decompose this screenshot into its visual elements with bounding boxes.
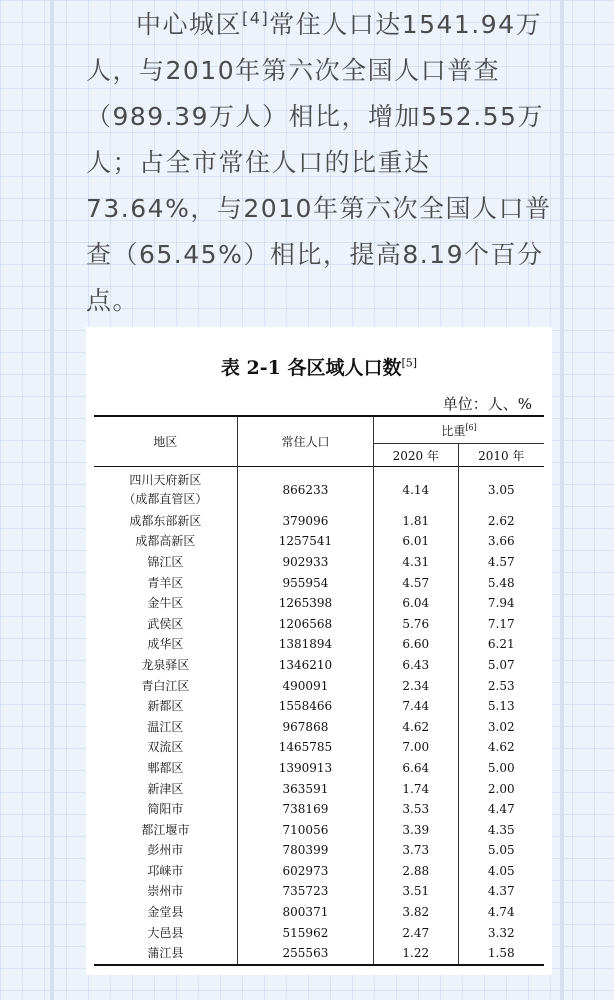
table-row bbox=[94, 923, 544, 944]
region-name: 蒲江县 bbox=[147, 946, 184, 961]
population-cell: 515962 bbox=[237, 923, 373, 944]
ratio-2020-cell: 3.53 bbox=[374, 799, 458, 820]
ratio-2020-cell: 1.74 bbox=[374, 779, 458, 800]
region-cell bbox=[94, 820, 237, 841]
ratio-2020-cell: 6.60 bbox=[374, 635, 458, 656]
header-region: 地区 bbox=[94, 416, 237, 467]
region-cell bbox=[94, 841, 237, 862]
region-name: 成都高新区 bbox=[135, 534, 196, 549]
header-ratio bbox=[374, 416, 544, 444]
footnote-marker[interactable]: [4] bbox=[242, 8, 270, 28]
population-cell: 800371 bbox=[237, 902, 373, 923]
ratio-2010-cell: 5.07 bbox=[487, 657, 515, 672]
table-row bbox=[94, 573, 544, 594]
region-name: 崇州市 bbox=[147, 884, 184, 899]
region-name: 简阳市 bbox=[147, 802, 184, 817]
ratio-2020-cell: 7.44 bbox=[374, 696, 458, 717]
ratio-2010-cell: 2.62 bbox=[487, 513, 515, 528]
population-table bbox=[94, 415, 544, 966]
region-cell bbox=[94, 799, 237, 820]
region-name: 成华区 bbox=[147, 637, 184, 652]
ratio-2020-cell: 1.22 bbox=[374, 943, 458, 965]
table-row bbox=[94, 552, 544, 573]
region-cell bbox=[94, 467, 237, 512]
region-name: 邛崃市 bbox=[147, 863, 184, 878]
population-cell: 1465785 bbox=[237, 738, 373, 759]
region-name: 金堂县 bbox=[147, 905, 184, 920]
population-cell: 379096 bbox=[237, 511, 373, 532]
ratio-2020-cell: 5.76 bbox=[374, 614, 458, 635]
region-name: 新津区 bbox=[147, 781, 184, 796]
region-name: 四川天府新区 bbox=[129, 473, 202, 487]
ratio-2020-cell: 4.14 bbox=[374, 467, 458, 512]
ratio-2010-cell: 3.66 bbox=[487, 534, 515, 549]
ratio-2010-cell: 6.21 bbox=[487, 637, 515, 652]
region-cell bbox=[94, 902, 237, 923]
ratio-2010-cell: 4.74 bbox=[487, 905, 515, 920]
region-name: 成都东部新区 bbox=[129, 513, 202, 528]
region-note: （成都直管区） bbox=[123, 492, 208, 506]
right-page-border bbox=[560, 0, 564, 1000]
header-2010: 2010 年 bbox=[478, 448, 525, 463]
header-population: 常住人口 bbox=[237, 416, 373, 467]
table-row bbox=[94, 467, 544, 512]
ratio-2010-cell: 3.32 bbox=[487, 925, 515, 940]
ratio-2010-cell: 4.05 bbox=[487, 863, 515, 878]
population-cell: 902933 bbox=[237, 552, 373, 573]
table-row bbox=[94, 511, 544, 532]
region-name: 彭州市 bbox=[147, 843, 184, 858]
ratio-2020-cell: 3.82 bbox=[374, 902, 458, 923]
region-cell bbox=[94, 738, 237, 759]
paragraph-line: 人，与2010年第六次全国人口普查 bbox=[86, 56, 501, 85]
ratio-2020-cell: 6.64 bbox=[374, 758, 458, 779]
population-cell: 780399 bbox=[237, 841, 373, 862]
ratio-2020-cell: 6.43 bbox=[374, 655, 458, 676]
ratio-2010-cell: 2.53 bbox=[487, 678, 515, 693]
ratio-2010-cell: 4.37 bbox=[487, 884, 515, 899]
table-body bbox=[94, 467, 544, 966]
ratio-2010-cell: 7.94 bbox=[487, 596, 515, 611]
table-title bbox=[86, 353, 552, 380]
region-cell bbox=[94, 552, 237, 573]
header-ratio-text: 比重 bbox=[441, 423, 466, 438]
table-row bbox=[94, 614, 544, 635]
region-name: 都江堰市 bbox=[141, 822, 190, 837]
table-row bbox=[94, 696, 544, 717]
region-cell bbox=[94, 923, 237, 944]
population-cell: 1558466 bbox=[237, 696, 373, 717]
region-name: 金牛区 bbox=[147, 596, 184, 611]
ratio-2010-cell: 5.48 bbox=[487, 575, 515, 590]
region-cell bbox=[94, 779, 237, 800]
population-cell: 1381894 bbox=[237, 635, 373, 656]
ratio-2010-cell: 3.05 bbox=[487, 482, 515, 497]
population-cell: 967868 bbox=[237, 717, 373, 738]
body-paragraph bbox=[86, 2, 556, 324]
ratio-2010-cell: 1.58 bbox=[458, 943, 544, 965]
region-cell bbox=[94, 943, 237, 965]
region-name: 大邑县 bbox=[147, 925, 184, 940]
table-title-footnote: [5] bbox=[401, 356, 418, 370]
table-title-text: 表 2-1 各区域人口数 bbox=[220, 357, 402, 379]
region-cell bbox=[94, 758, 237, 779]
header-2020: 2020 年 bbox=[374, 444, 458, 467]
ratio-2020-cell: 2.88 bbox=[374, 861, 458, 882]
ratio-2010-cell: 3.02 bbox=[487, 719, 515, 734]
population-cell: 490091 bbox=[237, 676, 373, 697]
table-row bbox=[94, 799, 544, 820]
population-cell: 955954 bbox=[237, 573, 373, 594]
table-row bbox=[94, 593, 544, 614]
ratio-2010-cell: 7.17 bbox=[487, 616, 515, 631]
region-name: 武侯区 bbox=[147, 616, 184, 631]
region-name: 郫都区 bbox=[147, 760, 184, 775]
population-cell: 363591 bbox=[237, 779, 373, 800]
ratio-2020-cell: 7.00 bbox=[374, 738, 458, 759]
paragraph-line: 73.64%，与2010年第六次全国人口普 bbox=[86, 194, 552, 223]
paragraph-line: 人；占全市常住人口的比重达 bbox=[86, 148, 431, 177]
population-cell: 602973 bbox=[237, 861, 373, 882]
table-row bbox=[94, 532, 544, 553]
region-cell bbox=[94, 573, 237, 594]
table-row bbox=[94, 841, 544, 862]
table-unit: 单位：人、% bbox=[442, 395, 532, 413]
region-cell bbox=[94, 635, 237, 656]
region-cell bbox=[94, 882, 237, 903]
ratio-2020-cell: 4.31 bbox=[374, 552, 458, 573]
region-name: 双流区 bbox=[147, 740, 184, 755]
table-row bbox=[94, 902, 544, 923]
region-cell bbox=[94, 614, 237, 635]
region-cell bbox=[94, 717, 237, 738]
table-row bbox=[94, 738, 544, 759]
paragraph-line bbox=[86, 2, 556, 48]
region-cell bbox=[94, 511, 237, 532]
ratio-2020-cell: 2.34 bbox=[374, 676, 458, 697]
ratio-2010-cell: 2.00 bbox=[487, 781, 515, 796]
ratio-2020-cell: 3.73 bbox=[374, 841, 458, 862]
ratio-2010-cell: 4.35 bbox=[487, 822, 515, 837]
population-cell: 1265398 bbox=[237, 593, 373, 614]
region-cell bbox=[94, 676, 237, 697]
table-row bbox=[94, 779, 544, 800]
ratio-2020-cell: 2.47 bbox=[374, 923, 458, 944]
region-name: 温江区 bbox=[147, 719, 184, 734]
table-row bbox=[94, 676, 544, 697]
table-row bbox=[94, 882, 544, 903]
population-cell: 710056 bbox=[237, 820, 373, 841]
ratio-2010-cell: 4.47 bbox=[487, 802, 515, 817]
ratio-2010-cell: 4.57 bbox=[487, 554, 515, 569]
region-cell bbox=[94, 696, 237, 717]
ratio-2010-cell: 5.13 bbox=[487, 699, 515, 714]
table-row bbox=[94, 655, 544, 676]
region-name: 新都区 bbox=[147, 699, 184, 714]
table-row bbox=[94, 717, 544, 738]
ratio-2020-cell: 1.81 bbox=[374, 511, 458, 532]
region-cell bbox=[94, 532, 237, 553]
population-cell: 255563 bbox=[237, 943, 373, 965]
table-row bbox=[94, 861, 544, 882]
population-cell: 866233 bbox=[237, 467, 373, 512]
population-cell: 735723 bbox=[237, 882, 373, 903]
paragraph-line: （989.39万人）相比，增加552.55万 bbox=[86, 102, 544, 131]
region-name: 龙泉驿区 bbox=[141, 657, 190, 672]
table-row bbox=[94, 758, 544, 779]
ratio-2020-cell: 6.04 bbox=[374, 593, 458, 614]
table-row bbox=[94, 635, 544, 656]
population-cell: 1346210 bbox=[237, 655, 373, 676]
population-cell: 1206568 bbox=[237, 614, 373, 635]
left-page-border bbox=[50, 0, 54, 1000]
header-ratio-footnote: [6] bbox=[465, 422, 477, 432]
region-name: 青羊区 bbox=[147, 575, 184, 590]
ratio-2020-cell: 3.39 bbox=[374, 820, 458, 841]
population-cell: 738169 bbox=[237, 799, 373, 820]
population-cell: 1390913 bbox=[237, 758, 373, 779]
ratio-2020-cell: 4.57 bbox=[374, 573, 458, 594]
paragraph-text: 中心城区 bbox=[136, 10, 243, 39]
region-name: 锦江区 bbox=[147, 554, 184, 569]
ratio-2010-cell: 5.00 bbox=[487, 760, 515, 775]
region-cell bbox=[94, 655, 237, 676]
population-table-image[interactable] bbox=[86, 327, 552, 975]
paragraph-line: 点。 bbox=[86, 286, 140, 315]
ratio-2020-cell: 6.01 bbox=[374, 532, 458, 553]
population-cell: 1257541 bbox=[237, 532, 373, 553]
paragraph-line: 查（65.45%）相比，提高8.19个百分 bbox=[86, 240, 544, 269]
ratio-2020-cell: 3.51 bbox=[374, 882, 458, 903]
paragraph-text: 常住人口达1541.94万 bbox=[269, 10, 543, 39]
table-row bbox=[94, 943, 544, 965]
ratio-2010-cell: 4.62 bbox=[487, 740, 515, 755]
table-row bbox=[94, 820, 544, 841]
ratio-2010-cell: 5.05 bbox=[487, 843, 515, 858]
ratio-2020-cell: 4.62 bbox=[374, 717, 458, 738]
region-cell bbox=[94, 861, 237, 882]
region-name: 青白江区 bbox=[141, 678, 190, 693]
region-cell bbox=[94, 593, 237, 614]
